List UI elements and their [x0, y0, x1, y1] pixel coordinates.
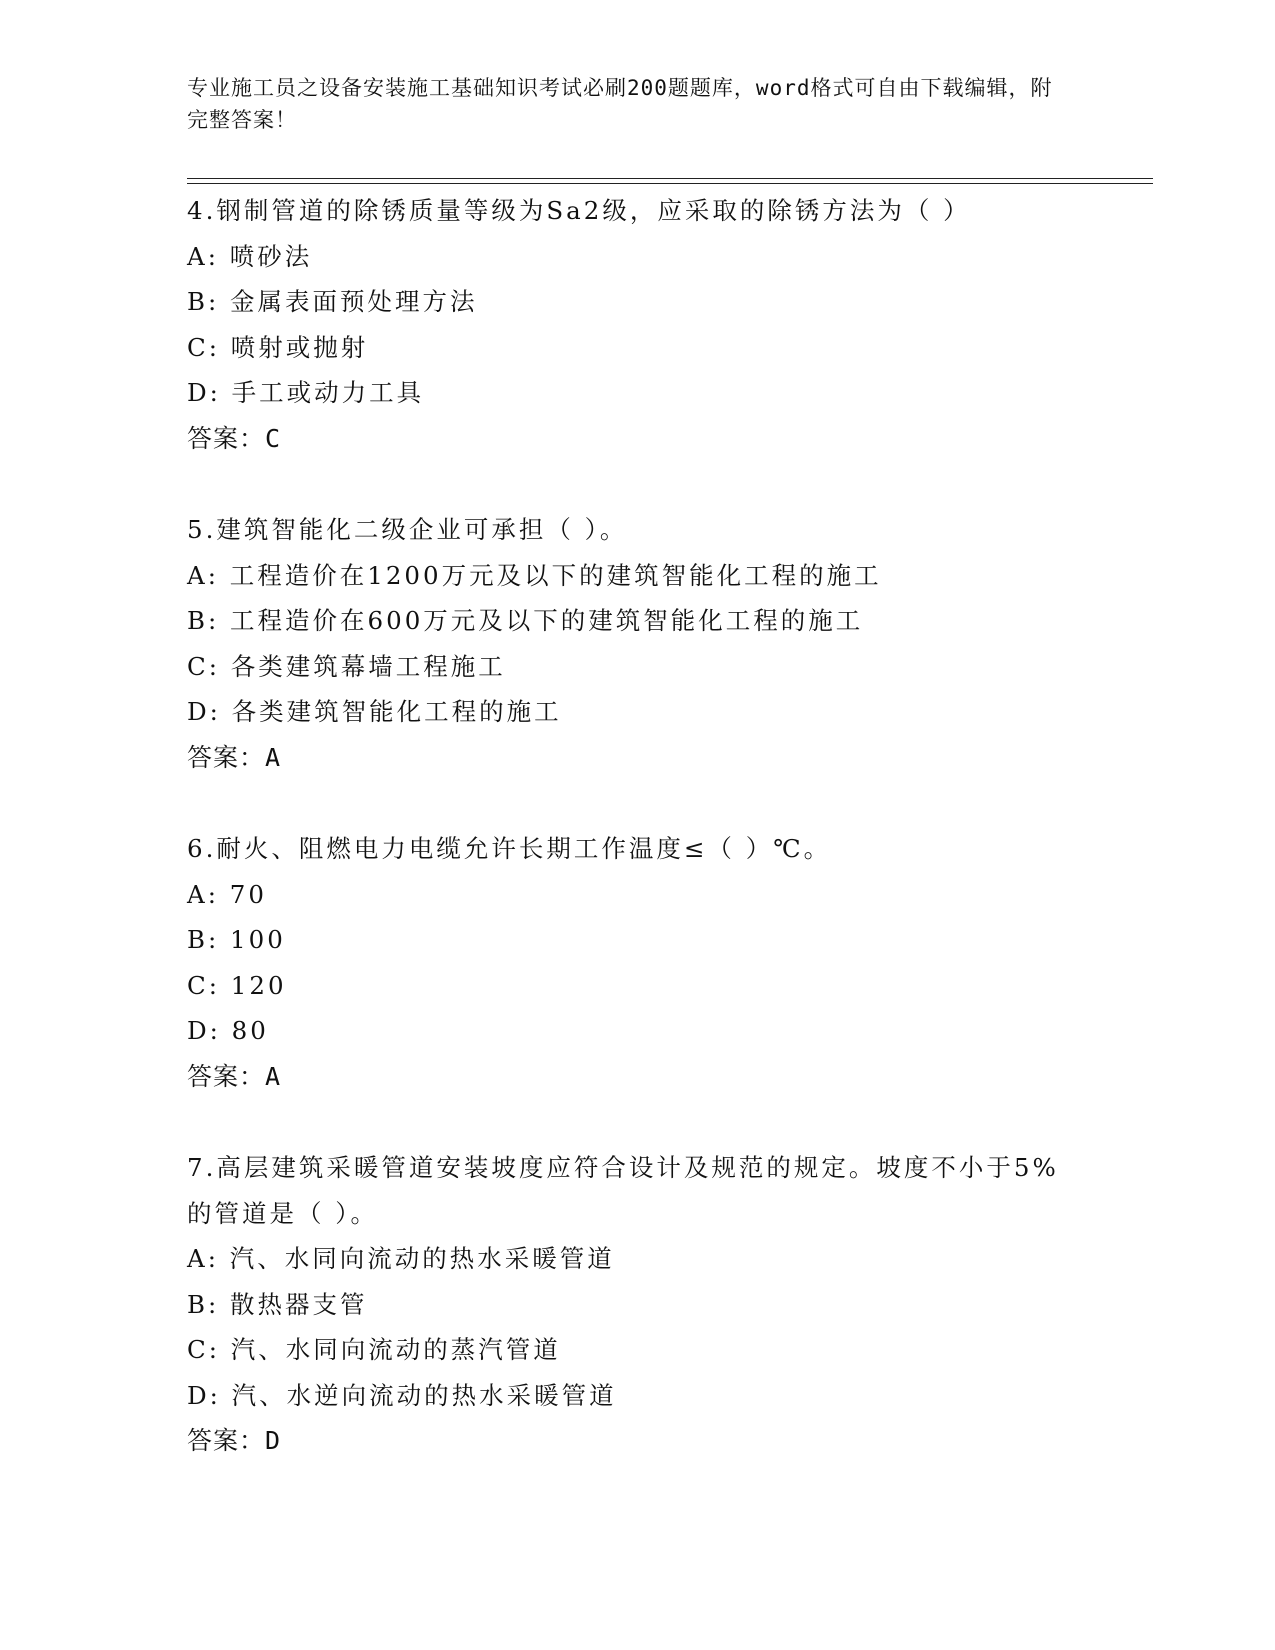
option-a: A: 汽、水同向流动的热水采暖管道: [187, 1244, 615, 1273]
option-b: B: 金属表面预处理方法: [187, 287, 478, 316]
question-title: 6.耐火、阻燃电力电缆允许长期工作温度≤（ ）℃。: [187, 834, 832, 863]
answer-value: C: [265, 423, 282, 453]
option-b: B: 散热器支管: [187, 1289, 368, 1319]
option-c: C: 各类建筑幕墙工程施工: [187, 651, 506, 681]
answer-value: D: [265, 1426, 282, 1455]
option-c: C: 汽、水同向流动的蒸汽管道: [187, 1335, 561, 1364]
question-6: [187, 826, 1127, 1099]
option-b: B: 100: [187, 925, 286, 954]
question-title: 5.建筑智能化二级企业可承担（ ）。: [187, 515, 628, 544]
question-list: [187, 188, 1127, 1464]
answer-label: 答案：: [187, 1061, 266, 1091]
option-d: D: 汽、水逆向流动的热水采暖管道: [187, 1380, 617, 1410]
option-d: D: 各类建筑智能化工程的施工: [187, 697, 562, 726]
question-5: [187, 507, 1127, 780]
option-a: A: 喷砂法: [187, 241, 313, 271]
option-c: C: 120: [187, 970, 287, 1000]
option-c: C: 喷射或抛射: [187, 332, 369, 362]
question-7: [187, 1145, 1127, 1464]
header-divider-top: [187, 178, 1153, 179]
answer-line: [187, 1418, 1127, 1464]
option-d: D: 手工或动力工具: [187, 378, 425, 407]
option-d: D: 80: [187, 1016, 269, 1045]
answer-value: A: [265, 1061, 282, 1091]
question-title: 4.钢制管道的除锈质量等级为Sa2级，应采取的除锈方法为（ ）: [187, 196, 971, 225]
option-a: A: 70: [187, 879, 267, 909]
answer-label: 答案：: [187, 742, 266, 772]
answer-label: 答案：: [187, 423, 266, 453]
option-b: B: 工程造价在600万元及以下的建筑智能化工程的施工: [187, 606, 864, 635]
header-divider-bottom: [187, 183, 1153, 184]
question-title: 7.高层建筑采暖管道安装坡度应符合设计及规范的规定。坡度不小于5%的管道是（ ）。: [187, 1153, 1059, 1228]
answer-line: [187, 1054, 1127, 1100]
answer-line: [187, 735, 1127, 781]
answer-label: 答案：: [187, 1426, 266, 1455]
option-a: A: 工程造价在1200万元及以下的建筑智能化工程的施工: [187, 560, 882, 590]
question-4: [187, 188, 1127, 461]
answer-line: [187, 416, 1127, 462]
answer-value: A: [265, 742, 282, 772]
document-header: 专业施工员之设备安装施工基础知识考试必刷200题题库，word格式可自由下载编辑，附完整答案！: [187, 76, 1053, 132]
